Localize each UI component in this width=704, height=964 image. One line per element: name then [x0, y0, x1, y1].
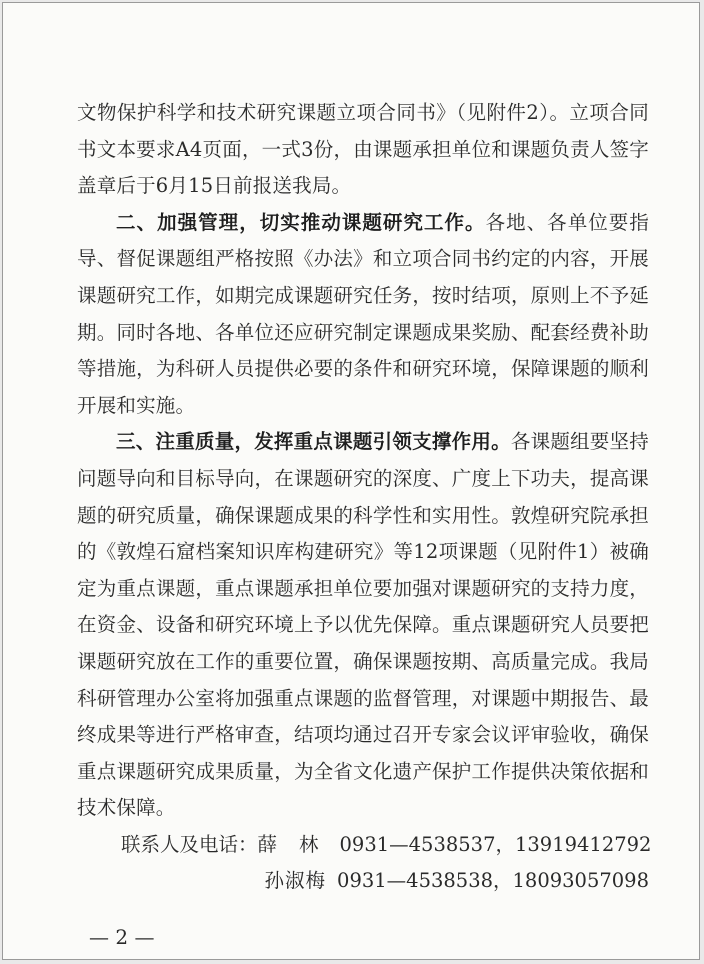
contact-row-2 — [77, 863, 649, 900]
contact-phones: 0931—4538538，18093057098 — [337, 869, 649, 893]
section-heading-management: 二、加强管理，切实推动课题研究工作。 — [116, 210, 486, 234]
paragraph-text: 文物保护科学和技术研究课题立项合同书》（见附件2）。立项合同书文本要求A4页面，一式3份，由课题承担单位和课题负责人签字盖章后于6月15日前报送我局。 — [77, 101, 649, 198]
document-body — [77, 95, 652, 900]
paragraph-text: 各课题组要坚持问题导向和目标导向，在课题研究的深度、广度上下功夫，提高课题的研究质量，确保课题成果的科学性和实用性。敦煌研究院承担的《敦煌石窟档案知识库构建研究》等12项课题（见附件1）被确定为重点课题，重点课题承担单位要加强对课题研究的支持力度，在资金、设备和研究环境上予以优先保障。重点课题研究人员要把课题研究放在工作的重要位置，确保课题按期、高质量完成。我局科研管理办公室将加强重点课题的监督管理，对课题中期报告、最终成果等进行严格审查，结项均通过召开专家会议评审验收，确保重点课题研究成果质量，为全省文化遗产保护工作提供决策依据和技术保障。 — [77, 430, 649, 820]
paragraph-attachment-note — [77, 95, 649, 205]
document-page — [2, 2, 700, 960]
paragraph-management — [77, 205, 649, 425]
page-number: — 2 — — [89, 925, 155, 949]
contact-label-spacer — [77, 863, 264, 900]
section-heading-quality: 三、注重质量，发挥重点课题引领支撑作用。 — [116, 430, 511, 454]
contact-label: 联系人及电话： — [121, 832, 258, 856]
contact-name: 薛林 — [257, 832, 341, 856]
paragraph-text: 各地、各单位要指导、督促课题组严格按照《办法》和立项合同书约定的内容，开展课题研究工作，如期完成课题研究任务，按时结项，原则上不予延期。同时各地、各单位还应研究制定课题成果奖励、配套经费补助等措施，为科研人员提供必要的条件和研究环境，保障课题的顺利开展和实施。 — [77, 210, 649, 417]
contact-name: 孙淑梅 — [264, 869, 326, 893]
contact-row-1 — [77, 827, 652, 864]
paragraph-quality — [77, 424, 649, 827]
contact-phones: 0931—4538537，13919412792 — [339, 832, 652, 856]
